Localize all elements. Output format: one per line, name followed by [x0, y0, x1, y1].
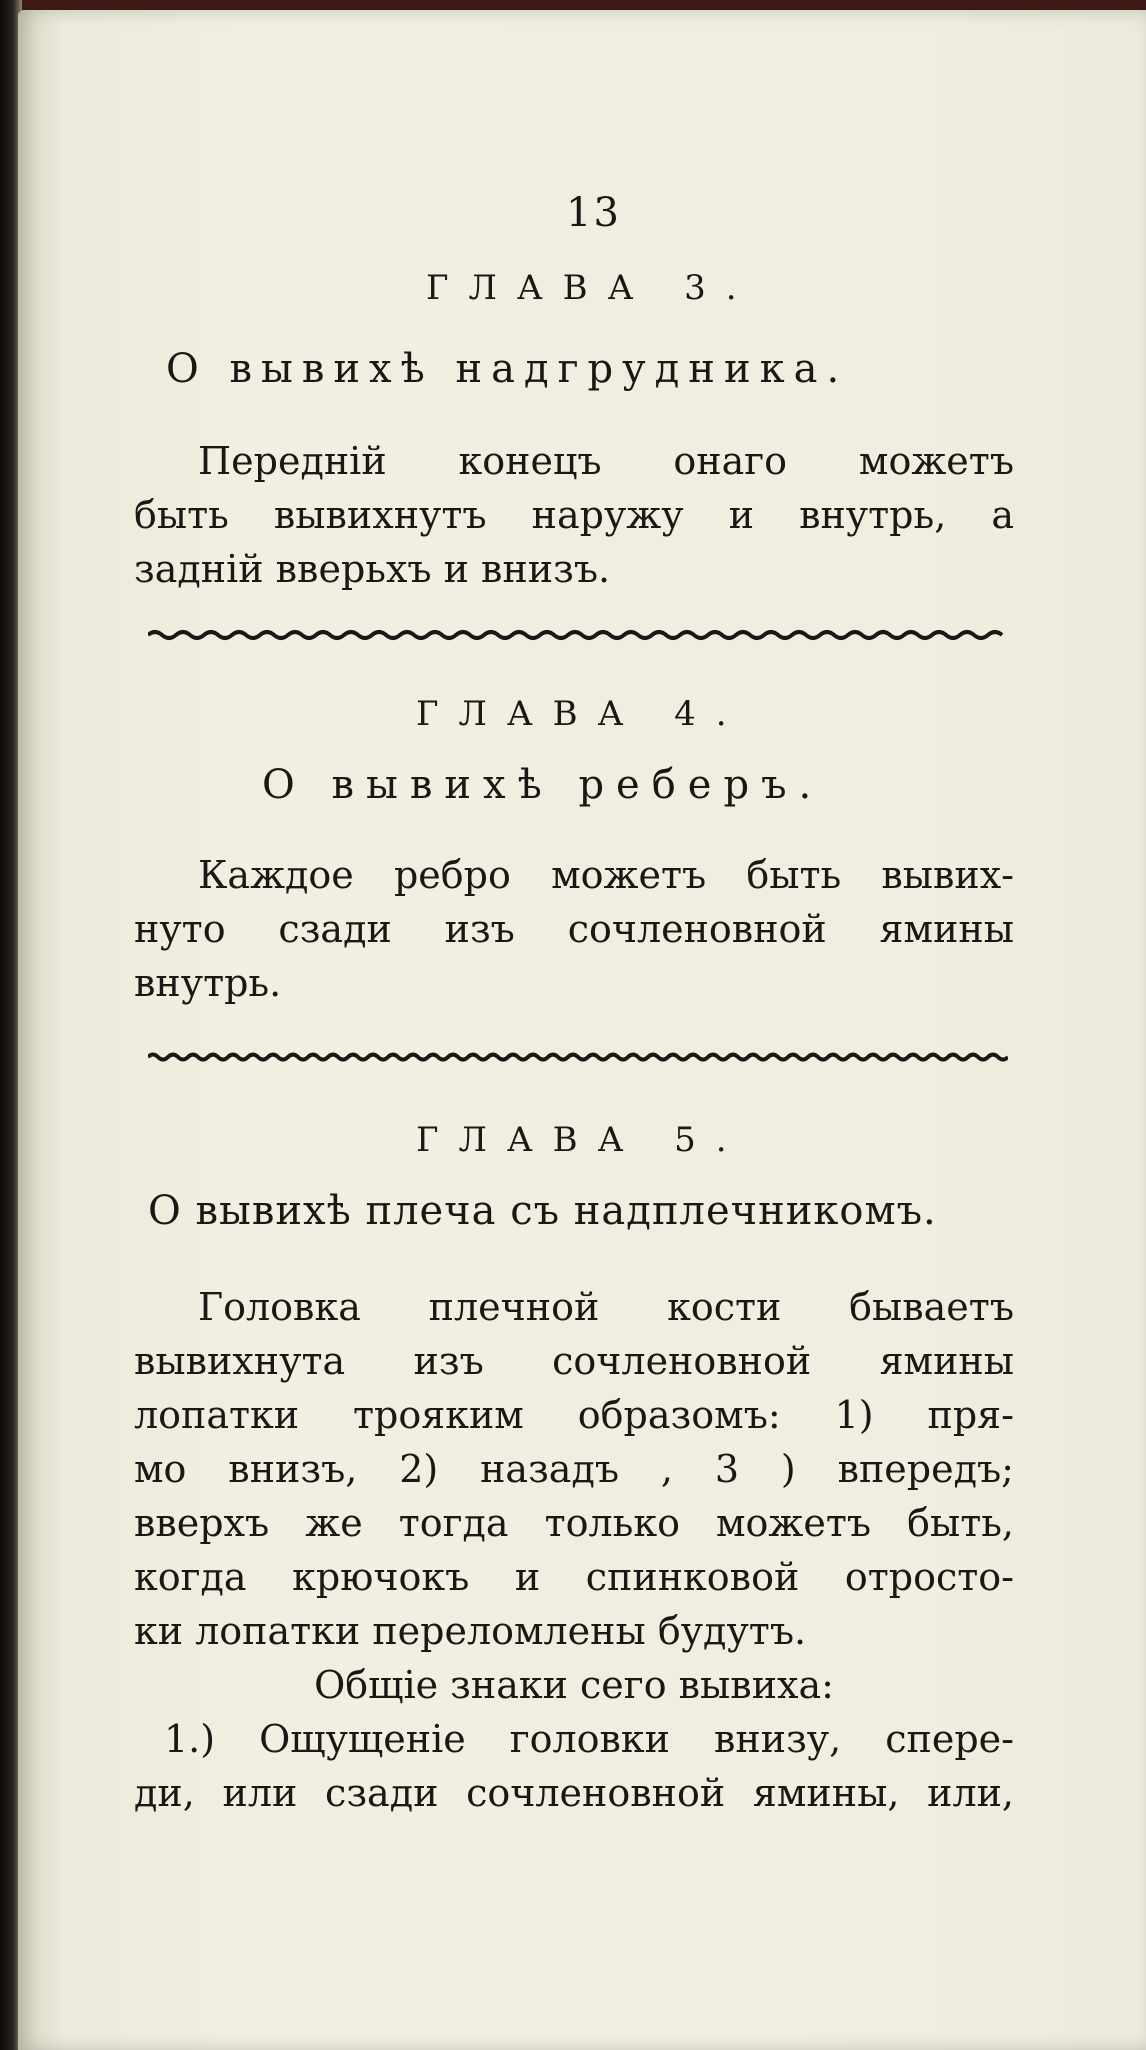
chapter-3-heading: ГЛАВА 3. [426, 268, 757, 308]
ornamental-divider [148, 1050, 1008, 1064]
chapter-3-title: О вывихѣ надгрудника. [166, 346, 849, 392]
chapter-5-line: мо внизъ, 2) назадъ , 3 ) впередъ; [134, 1447, 1014, 1491]
page-number: 13 [566, 190, 621, 236]
chapter-4-line: нуто сзади изъ сочленовной ямины [134, 907, 1014, 951]
chapter-5-line: ди, или сзади сочленовной ямины, или, [134, 1771, 1014, 1815]
chapter-4-title: О вывихѣ реберъ. [262, 762, 824, 808]
chapter-5-line: когда крючокъ и спинковой отросто- [134, 1555, 1014, 1599]
ornamental-divider [148, 628, 1008, 642]
chapter-5-line: ки лопатки переломлены будутъ. [134, 1609, 807, 1653]
chapter-5-line: 1.) Ощущеніе головки внизу, спере- [164, 1717, 1014, 1761]
chapter-3-text [134, 434, 1014, 596]
chapter-4-line: внутрь. [134, 961, 282, 1005]
chapter-5-line: Головка плечной кости бываетъ [198, 1285, 1014, 1329]
chapter-5-line: вверхъ же тогда только можетъ быть, [134, 1501, 1014, 1545]
chapter-5-title: О вывихѣ плеча съ надплечникомъ. [148, 1188, 937, 1234]
chapter-5-line: вывихнута изъ сочленовной ямины [134, 1339, 1014, 1383]
chapter-4-heading: ГЛАВА 4. [416, 694, 747, 734]
chapter-3-line: Передній конецъ онаго можетъ [198, 439, 1014, 483]
chapter-3-line: быть вывихнутъ наружу и внутрь, а [134, 493, 1014, 537]
chapter-3-line: задній вверьхъ и внизъ. [134, 547, 611, 591]
chapter-4-text [134, 848, 1014, 1010]
chapter-4-line: Каждое ребро можетъ быть вывих- [198, 853, 1014, 897]
chapter-5-text [134, 1280, 1014, 1820]
book-page [18, 10, 1146, 2050]
chapter-5-line: Общіе знаки сего вывиха: [314, 1663, 834, 1707]
chapter-5-line: лопатки трояким образомъ: 1) пря- [134, 1393, 1014, 1437]
chapter-5-heading: ГЛАВА 5. [416, 1120, 747, 1160]
